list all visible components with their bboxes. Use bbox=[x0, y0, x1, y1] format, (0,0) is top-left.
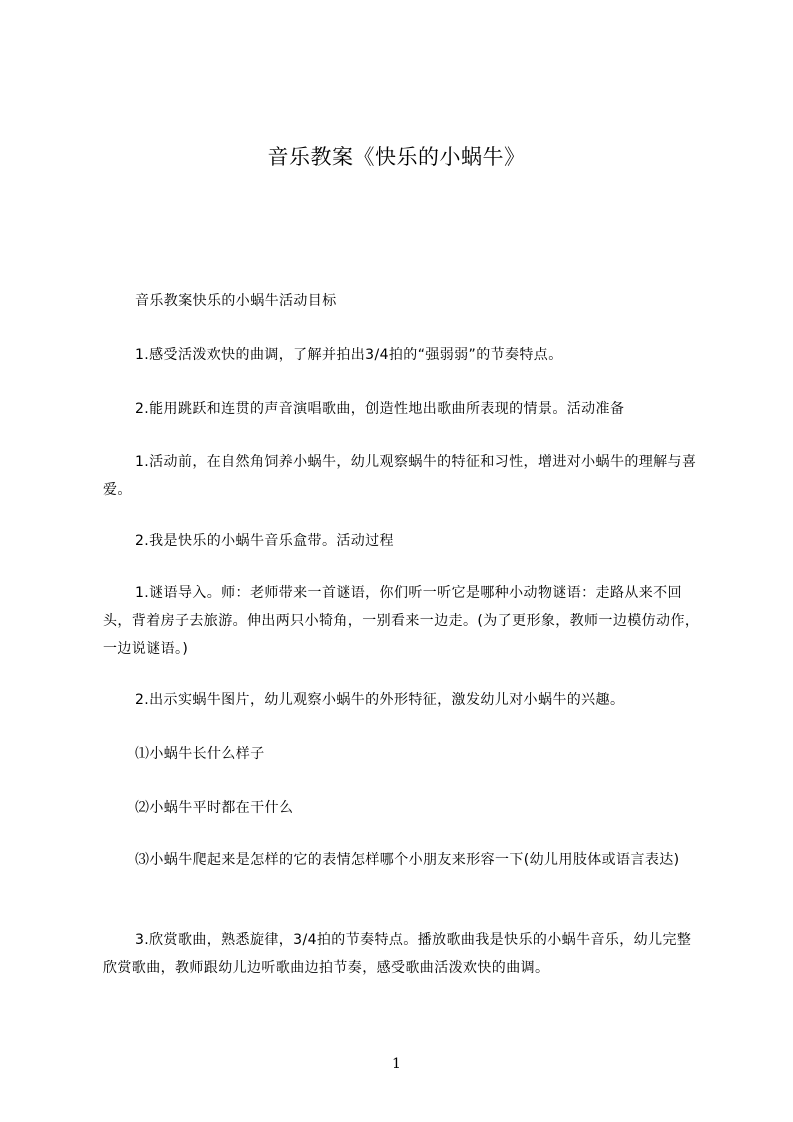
paragraph-activity-goals: 音乐教案快乐的小蜗牛活动目标 bbox=[135, 293, 337, 309]
paragraph-process-2: 2.出示实蜗牛图片，幼儿观察小蜗牛的外形特征，激发幼儿对小蜗牛的兴趣。 bbox=[135, 692, 625, 708]
paragraph-question-1: ⑴小蜗牛长什么样子 bbox=[135, 746, 265, 762]
paragraph-question-3: ⑶小蜗牛爬起来是怎样的它的表情怎样哪个小朋友来形容一下(幼儿用肢体或语言表达) bbox=[135, 852, 680, 868]
paragraph-question-2: ⑵小蜗牛平时都在干什么 bbox=[135, 800, 294, 816]
page-number: 1 bbox=[392, 1056, 401, 1072]
paragraph-goal-2: 2.能用跳跃和连贯的声音演唱歌曲，创造性地出歌曲所表现的情景。活动准备 bbox=[135, 401, 625, 417]
document-title: 音乐教案《快乐的小蜗牛》 bbox=[267, 145, 526, 169]
paragraph-process-1: 1.谜语导入。师：老师带来一首谜语，你们听一听它是哪种小动物谜语：走路从来不回头，背着房子去旅游。伸出两只小犄角，一别看来一边走。(为了更形象，教师一边模仿动作，一边说谜语。) bbox=[103, 585, 700, 657]
paragraph-prep-1: 1.活动前，在自然角饲养小蜗牛，幼儿观察蜗牛的特征和习性，增进对小蜗牛的理解与喜爱。 bbox=[103, 454, 697, 498]
paragraph-prep-2: 2.我是快乐的小蜗牛音乐盒带。活动过程 bbox=[135, 533, 394, 549]
paragraph-process-3: 3.欣赏歌曲，熟悉旋律，3/4拍的节奏特点。播放歌曲我是快乐的小蜗牛音乐，幼儿完整欣赏歌曲，教师跟幼儿边听歌曲边拍节奏，感受歌曲活泼欢快的曲调。 bbox=[103, 932, 692, 976]
paragraph-goal-1: 1.感受活泼欢快的曲调，了解并拍出3/4拍的“强弱弱”的节奏特点。 bbox=[135, 347, 563, 363]
